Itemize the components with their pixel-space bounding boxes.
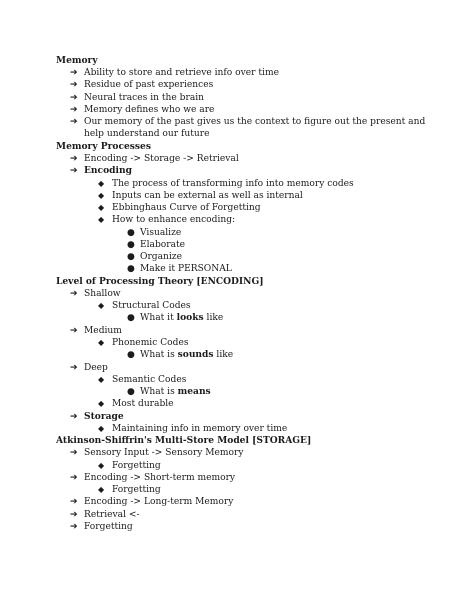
dot-bullet-icon: ●	[127, 387, 135, 397]
dot-bullet-icon: ●	[127, 313, 135, 323]
arrow-bullet-icon: ➔	[70, 166, 78, 176]
dot-bullet-icon: ●	[127, 264, 135, 274]
document-page: Memory ➔ Ability to store and retrieve info over time ➔ Residue of past experiences ➔ Neural traces in the brain ➔ Memory defines who we are ➔ Our memory of the past gives us the context to figure out the present and help understand our future Memory Processes ➔ Encoding -> Storage -> Retrieval ➔ Encoding ◆ The process of transforming info into memory codes ◆ Inputs can be external as well as internal ◆ Ebbinghaus Curve of Forgetting ◆ How to enhance encoding: ● Visualize ● Elaborate ● Organize ● Make it PERSONAL Level of Processing Theory [ENCODING] ➔ Shallow ◆ Structural Codes ● What it looks like ➔ Medium ◆ Phonemic Codes ● What is sounds like ➔ Deep ◆ Semantic Codes ● What is means ◆ Most durable ➔ Storage ◆ Maintaining info in memory over time Atkinson-Shiffrin's Multi-Store Model [STORAGE] ➔ Sensory Input -> Sensory Memory ◆ Forgetting ➔ Encoding -> Short-term memory ◆ Forgetting ➔ Encoding -> Long-term Memory ➔ Retrieval <- ➔ Forgetting	[56, 55, 426, 532]
arrow-bullet-icon: ➔	[70, 448, 78, 458]
arrow-bullet-icon: ➔	[70, 412, 78, 422]
diamond-bullet-icon: ◆	[98, 424, 105, 433]
arrow-bullet-icon: ➔	[70, 117, 78, 127]
dot-bullet-icon: ●	[127, 240, 135, 250]
dot-bullet-icon: ●	[127, 252, 135, 262]
diamond-bullet-icon: ◆	[98, 338, 105, 347]
diamond-bullet-icon: ◆	[98, 203, 105, 212]
diamond-bullet-icon: ◆	[98, 375, 105, 384]
arrow-bullet-icon: ➔	[70, 289, 78, 299]
diamond-bullet-icon: ◆	[98, 461, 105, 470]
arrow-bullet-icon: ➔	[70, 93, 78, 103]
arrow-bullet-icon: ➔	[70, 154, 78, 164]
arrow-bullet-icon: ➔	[70, 80, 78, 90]
diamond-bullet-icon: ◆	[98, 215, 105, 224]
diamond-bullet-icon: ◆	[98, 191, 105, 200]
diamond-bullet-icon: ◆	[98, 179, 105, 188]
diamond-bullet-icon: ◆	[98, 485, 105, 494]
arrow-bullet-icon: ➔	[70, 105, 78, 115]
arrow-bullet-icon: ➔	[70, 473, 78, 483]
arrow-bullet-icon: ➔	[70, 326, 78, 336]
arrow-bullet-icon: ➔	[70, 522, 78, 532]
arrow-bullet-icon: ➔	[70, 68, 78, 78]
diamond-bullet-icon: ◆	[98, 399, 105, 408]
arrow-bullet-icon: ➔	[70, 497, 78, 507]
dot-bullet-icon: ●	[127, 350, 135, 360]
dot-bullet-icon: ●	[127, 228, 135, 238]
arrow-bullet-icon: ➔	[70, 510, 78, 520]
diamond-bullet-icon: ◆	[98, 301, 105, 310]
arrow-bullet-icon: ➔	[70, 363, 78, 373]
